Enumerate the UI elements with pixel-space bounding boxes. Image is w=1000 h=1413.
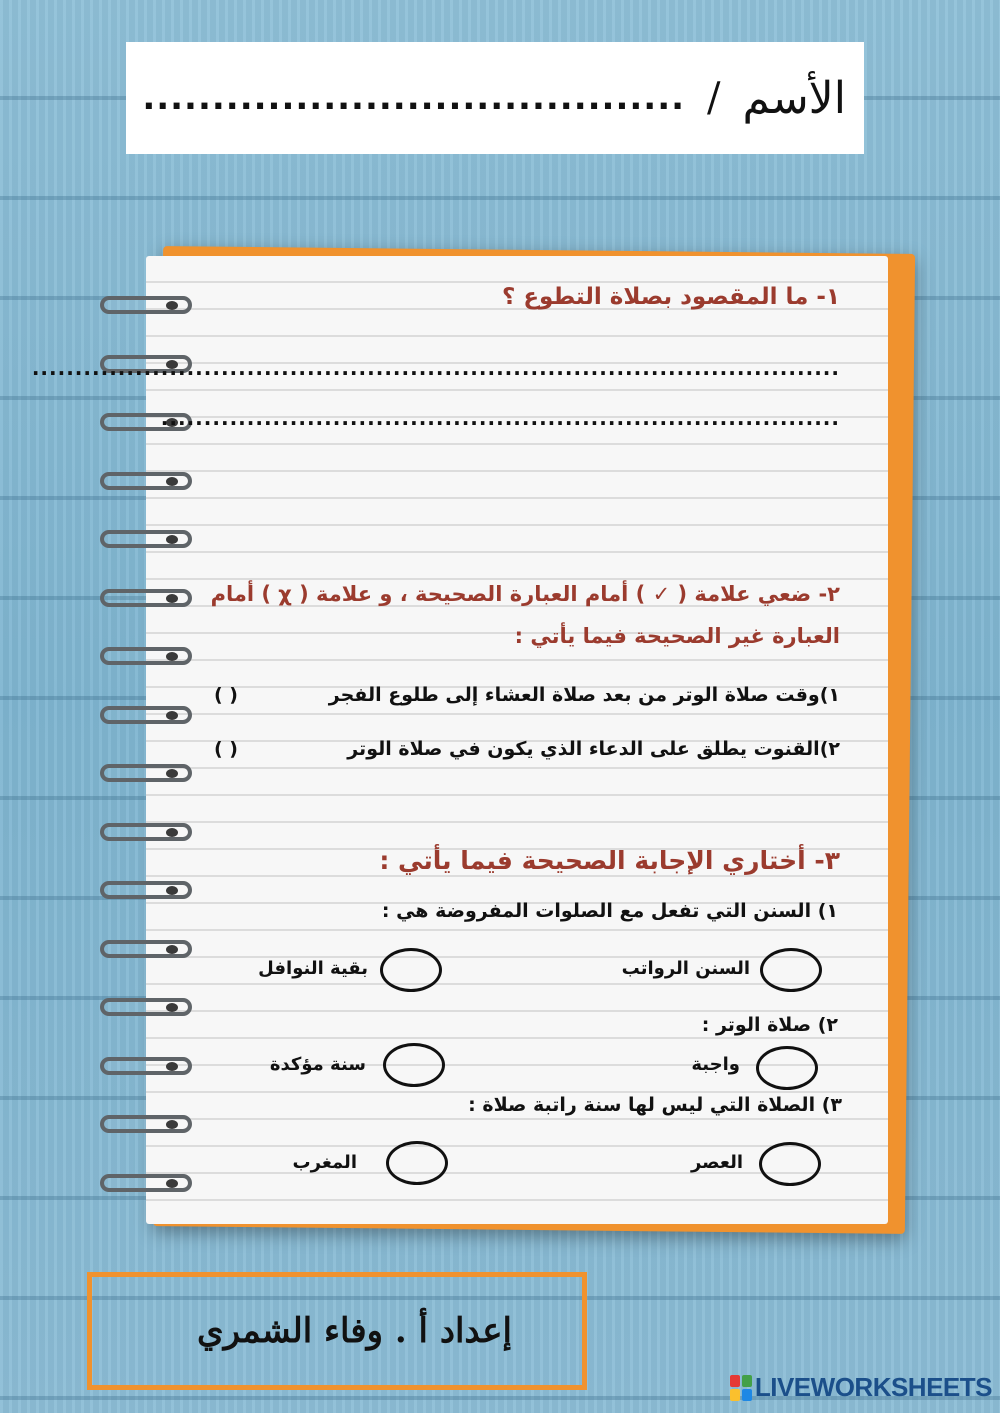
- q3-question-3: ٣) الصلاة التي ليس لها سنة راتبة صلاة :: [468, 1094, 842, 1116]
- option-circle-1a[interactable]: [760, 948, 822, 992]
- q3-option-3a: العصر: [690, 1152, 743, 1173]
- watermark-text: LIVEWORKSHEETS: [754, 1372, 992, 1402]
- q3-question-1: ١) السنن التي تفعل مع الصلوات المفروضة هي :: [381, 900, 838, 922]
- q3-title: ٣- أختاري الإجابة الصحيحة فيما يأتي :: [379, 846, 840, 875]
- spiral-ring: [100, 530, 192, 552]
- spiral-ring: [100, 647, 192, 669]
- option-circle-3a[interactable]: [759, 1142, 821, 1186]
- spiral-ring: [100, 998, 192, 1020]
- option-circle-2b[interactable]: [383, 1043, 445, 1087]
- name-slash: /: [707, 75, 721, 121]
- q1-title: ١- ما المقصود بصلاة التطوع ؟: [501, 284, 840, 310]
- spiral-ring: [100, 940, 192, 962]
- option-circle-2a[interactable]: [756, 1046, 818, 1090]
- q2-statement-1: ١)وقت صلاة الوتر من بعد صلاة العشاء إلى طلوع الفجر: [328, 684, 840, 706]
- logo-square-yellow: [730, 1389, 740, 1401]
- q3-option-1a: السنن الرواتب: [621, 958, 750, 979]
- q1-answer-line-1[interactable]: ..............................................................................................: [31, 356, 840, 380]
- spiral-ring: [100, 472, 192, 494]
- name-box: [126, 42, 864, 154]
- spiral-ring: [100, 881, 192, 903]
- q3-option-2b: سنة مؤكدة: [269, 1054, 366, 1075]
- author-name: إعداد أ . وفاء الشمري: [197, 1311, 512, 1351]
- liveworksheets-watermark: [730, 1372, 992, 1403]
- q2-title-line-2: العبارة غير الصحيحة فيما يأتي :: [514, 624, 840, 648]
- spiral-ring: [100, 296, 192, 318]
- spiral-ring: [100, 589, 192, 611]
- logo-square-green: [742, 1375, 752, 1387]
- q1-answer-line-2[interactable]: ...............................................................................: [160, 406, 840, 430]
- logo-square-blue: [742, 1389, 752, 1401]
- option-circle-1b[interactable]: [380, 948, 442, 992]
- logo-square-red: [730, 1375, 740, 1387]
- name-field[interactable]: .......................................: [142, 78, 686, 118]
- q2-title-line-1: ٢- ضعي علامة ( ✓ ) أمام العبارة الصحيحة ، و علامة ( χ ) أمام: [210, 582, 840, 606]
- option-circle-3b[interactable]: [386, 1141, 448, 1185]
- q3-option-1b: بقية النوافل: [258, 958, 368, 979]
- spiral-ring: [100, 823, 192, 845]
- spiral-ring: [100, 1115, 192, 1137]
- name-label: الأسم: [742, 72, 846, 124]
- liveworksheets-logo-icon: [730, 1375, 752, 1401]
- q3-option-3b: المغرب: [292, 1152, 357, 1173]
- q3-option-2a: واجبة: [691, 1054, 740, 1075]
- spiral-ring: [100, 1174, 192, 1196]
- q2-answer-blank-1[interactable]: ( ): [214, 684, 238, 706]
- author-box: [87, 1272, 587, 1390]
- q2-answer-blank-2[interactable]: ( ): [214, 738, 238, 760]
- spiral-ring: [100, 764, 192, 786]
- q2-statement-2: ٢)القنوت يطلق على الدعاء الذي يكون في صلاة الوتر: [347, 738, 840, 760]
- q3-question-2: ٢) صلاة الوتر :: [701, 1014, 838, 1036]
- spiral-ring: [100, 1057, 192, 1079]
- spiral-ring: [100, 706, 192, 728]
